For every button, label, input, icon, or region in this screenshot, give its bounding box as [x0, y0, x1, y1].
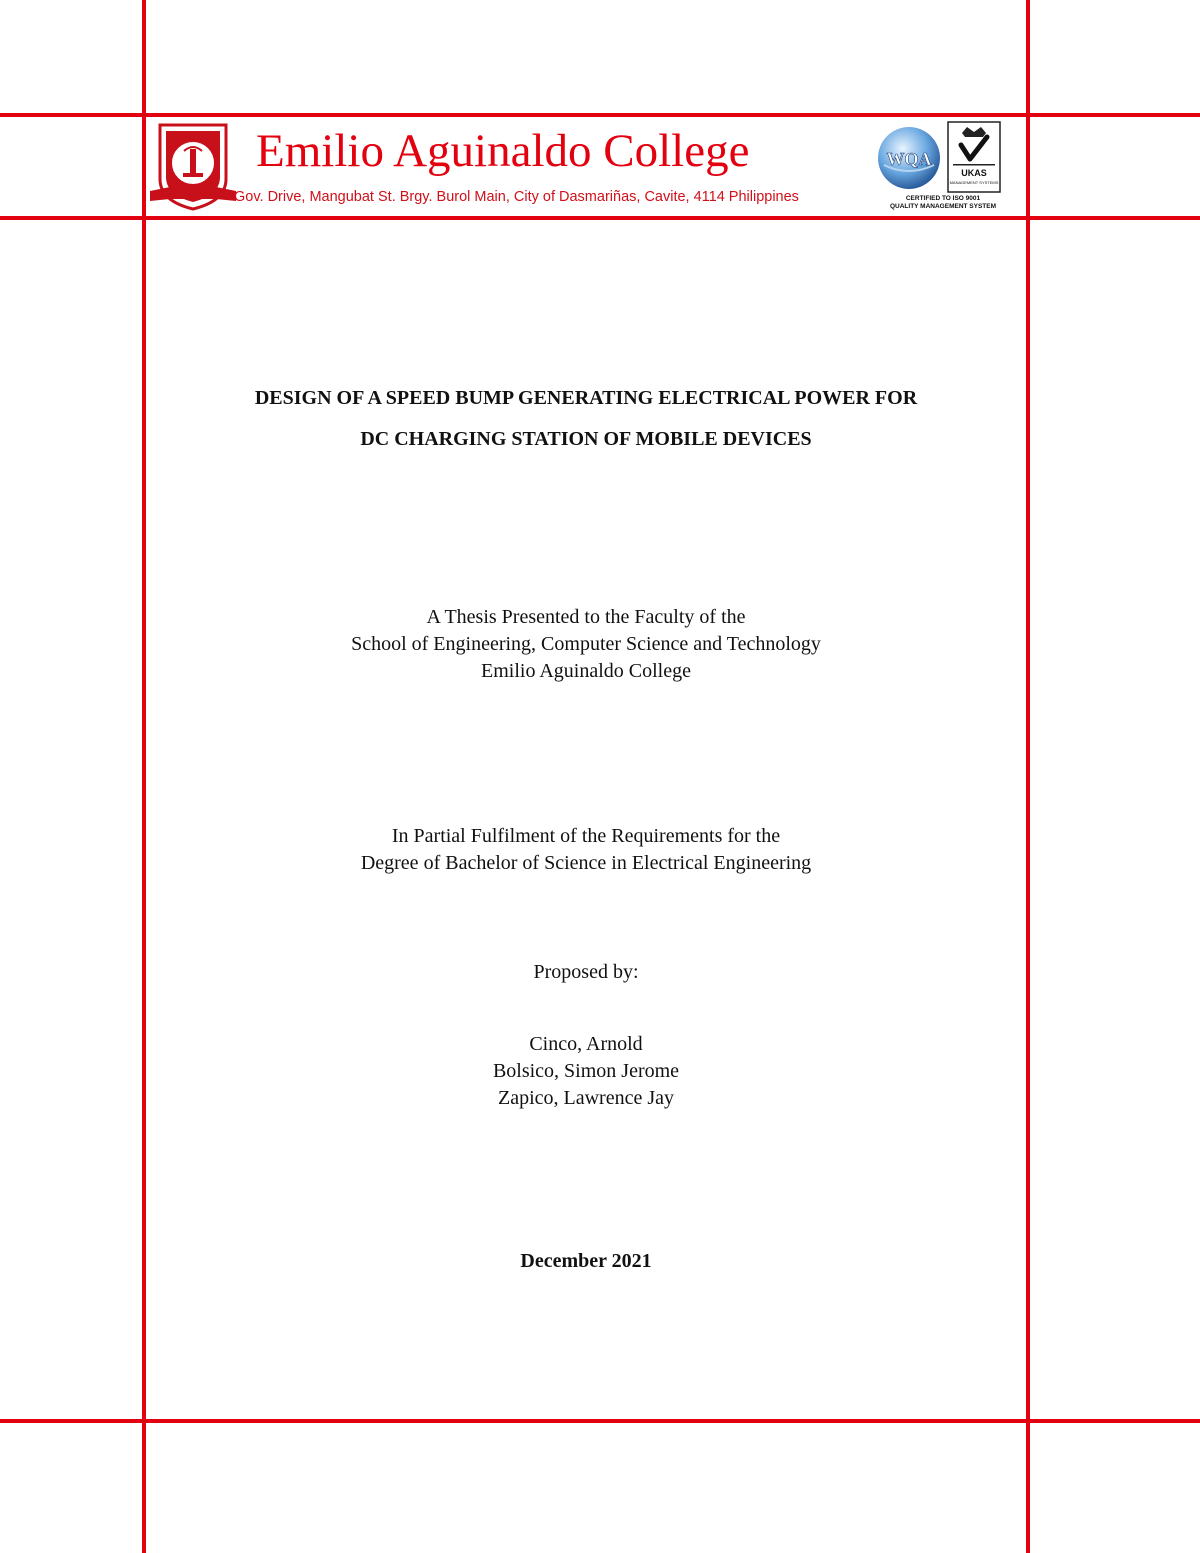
thesis-title-line-2: DC CHARGING STATION OF MOBILE DEVICES [360, 428, 812, 450]
presentation-line-2: School of Engineering, Computer Science and Technology [351, 633, 821, 655]
margin-line-left [142, 0, 146, 1553]
requirement-line-1: In Partial Fulfilment of the Requirements for the [391, 825, 781, 847]
author-name: Zapico, Lawrence Jay [497, 1087, 674, 1109]
cert-line-1: CERTIFIED TO ISO 9001 [905, 195, 981, 202]
thesis-title-line-1: DESIGN OF A SPEED BUMP GENERATING ELECTRICAL POWER FOR [254, 387, 918, 409]
cert-line-2: QUALITY MANAGEMENT SYSTEM [889, 203, 997, 210]
presentation-line-3: Emilio Aguinaldo College [481, 660, 691, 682]
college-address: Gov. Drive, Mangubat St. Brgy. Burol Main, City of Dasmariñas, Cavite, 4114 Philippines [234, 189, 799, 205]
college-seal-logo [150, 121, 236, 213]
thesis-title [146, 378, 1026, 460]
header-line-top [0, 113, 1200, 117]
margin-line-right [1026, 0, 1030, 1553]
ukas-logo-text: UKAS [961, 168, 987, 178]
proposed-by-label: Proposed by: [533, 961, 639, 983]
presentation-line-1: A Thesis Presented to the Faculty of the [426, 606, 746, 628]
college-name: Emilio Aguinaldo College [256, 125, 750, 177]
requirement-line-2: Degree of Bachelor of Science in Electrical Engineering [360, 852, 812, 874]
ukas-logo [947, 121, 1001, 193]
author-name: Bolsico, Simon Jerome [492, 1060, 680, 1082]
author-list [146, 1031, 1026, 1112]
header-line-bottom [0, 216, 1200, 220]
footer-line [0, 1419, 1200, 1423]
ukas-logo-subtext: MANAGEMENT SYSTEMS [949, 180, 999, 185]
wqa-logo [876, 125, 942, 191]
presentation-statement [146, 604, 1026, 685]
iso-certification [868, 195, 1018, 211]
author-name: Cinco, Arnold [529, 1033, 643, 1055]
wqa-logo-text: WQA [886, 149, 932, 169]
submission-date: December 2021 [520, 1250, 652, 1272]
requirement-statement [146, 823, 1026, 877]
